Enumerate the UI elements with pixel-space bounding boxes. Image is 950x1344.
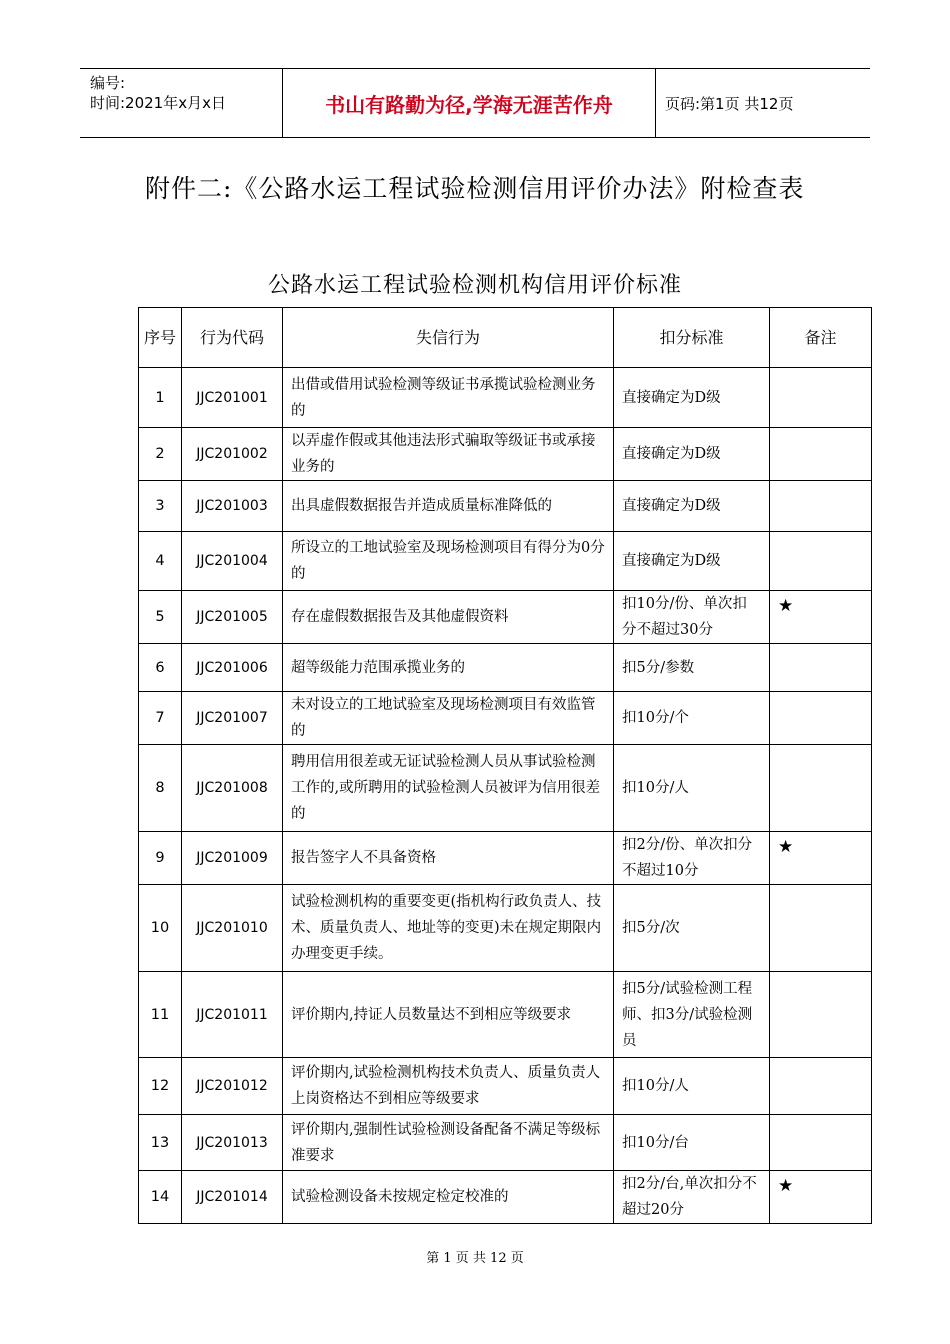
row-index: 5: [139, 591, 182, 644]
column-header-behavior: 失信行为: [283, 308, 614, 368]
row-index: 9: [139, 832, 182, 885]
behavior-text: 评价期内,试验检测机构技术负责人、质量负责人上岗资格达不到相应等级要求: [283, 1058, 614, 1115]
behavior-text: 出借或借用试验检测等级证书承揽试验检测业务的: [283, 368, 614, 428]
row-index: 7: [139, 692, 182, 745]
note-cell: [770, 428, 872, 481]
behavior-text: 评价期内,持证人员数量达不到相应等级要求: [283, 972, 614, 1058]
header-page-info: 页码:第1页 共12页: [665, 94, 794, 113]
column-header-penalty: 扣分标准: [614, 308, 770, 368]
row-index: 14: [139, 1171, 182, 1224]
behavior-code: JJC201001: [182, 368, 283, 428]
header-motto: 书山有路勤为径,学海无涯苦作舟: [325, 92, 613, 117]
note-cell: [770, 972, 872, 1058]
table-row: [139, 532, 872, 591]
note-cell: [770, 368, 872, 428]
behavior-text: 评价期内,强制性试验检测设备配备不满足等级标准要求: [283, 1115, 614, 1171]
behavior-text: 报告签字人不具备资格: [283, 832, 614, 885]
row-index: 4: [139, 532, 182, 591]
note-cell: [770, 745, 872, 832]
header-divider: [655, 69, 656, 137]
note-cell: [770, 885, 872, 972]
penalty-standard: 扣5分/参数: [614, 644, 770, 692]
penalty-standard: 扣10分/人: [614, 1058, 770, 1115]
note-cell: [770, 1058, 872, 1115]
row-index: 6: [139, 644, 182, 692]
page-footer: 第 1 页 共 12 页: [426, 1251, 524, 1266]
column-header-note: 备注: [770, 308, 872, 368]
table-row: [139, 745, 872, 832]
penalty-standard: 扣5分/次: [614, 885, 770, 972]
table-row: [139, 368, 872, 428]
row-index: 13: [139, 1115, 182, 1171]
penalty-standard: 扣2分/份、单次扣分不超过10分: [614, 832, 770, 885]
penalty-standard: 扣5分/试验检测工程师、扣3分/试验检测员: [614, 972, 770, 1058]
behavior-code: JJC201011: [182, 972, 283, 1058]
behavior-text: 未对设立的工地试验室及现场检测项目有效监管的: [283, 692, 614, 745]
behavior-text: 试验检测设备未按规定检定校准的: [283, 1171, 614, 1224]
behavior-code: JJC201004: [182, 532, 283, 591]
penalty-standard: 直接确定为D级: [614, 428, 770, 481]
penalty-standard: 扣10分/份、单次扣分不超过30分: [614, 591, 770, 644]
penalty-standard: 扣10分/台: [614, 1115, 770, 1171]
behavior-text: 聘用信用很差或无证试验检测人员从事试验检测工作的,或所聘用的试验检测人员被评为信用很差的: [283, 745, 614, 832]
row-index: 8: [139, 745, 182, 832]
note-cell: [770, 532, 872, 591]
row-index: 12: [139, 1058, 182, 1115]
row-index: 2: [139, 428, 182, 481]
table-title: 公路水运工程试验检测机构信用评价标准: [267, 273, 682, 298]
note-cell: [770, 481, 872, 532]
table-header-row: [139, 308, 872, 368]
penalty-standard: 扣2分/台,单次扣分不超过20分: [614, 1171, 770, 1224]
credit-standard-table: [138, 307, 872, 1224]
table-row: [139, 1171, 872, 1224]
behavior-code: JJC201010: [182, 885, 283, 972]
penalty-standard: 直接确定为D级: [614, 368, 770, 428]
page-header: [80, 68, 870, 138]
behavior-text: 所设立的工地试验室及现场检测项目有得分为0分的: [283, 532, 614, 591]
note-cell: [770, 692, 872, 745]
note-cell: [770, 644, 872, 692]
behavior-code: JJC201009: [182, 832, 283, 885]
behavior-code: JJC201007: [182, 692, 283, 745]
behavior-code: JJC201013: [182, 1115, 283, 1171]
number-label: 编号:: [90, 74, 126, 92]
table-row: [139, 428, 872, 481]
behavior-code: JJC201012: [182, 1058, 283, 1115]
penalty-standard: 直接确定为D级: [614, 532, 770, 591]
behavior-code: JJC201014: [182, 1171, 283, 1224]
table-row: [139, 644, 872, 692]
table-row: [139, 1058, 872, 1115]
behavior-text: 试验检测机构的重要变更(指机构行政负责人、技术、质量负责人、地址等的变更)未在规定期限内办理变更手续。: [283, 885, 614, 972]
row-index: 11: [139, 972, 182, 1058]
table-row: [139, 591, 872, 644]
table-row: [139, 692, 872, 745]
note-cell: ★: [770, 591, 872, 644]
behavior-code: JJC201005: [182, 591, 283, 644]
row-index: 1: [139, 368, 182, 428]
behavior-code: JJC201003: [182, 481, 283, 532]
time-label: 时间:2021年x月x日: [90, 94, 226, 112]
table-row: [139, 481, 872, 532]
column-header-index: 序号: [139, 308, 182, 368]
penalty-standard: 直接确定为D级: [614, 481, 770, 532]
behavior-text: 超等级能力范围承揽业务的: [283, 644, 614, 692]
table-row: [139, 972, 872, 1058]
note-cell: ★: [770, 832, 872, 885]
behavior-code: JJC201002: [182, 428, 283, 481]
header-meta: [90, 73, 280, 113]
table-row: [139, 1115, 872, 1171]
behavior-text: 出具虚假数据报告并造成质量标准降低的: [283, 481, 614, 532]
table-row: [139, 832, 872, 885]
attachment-title: 附件二:《公路水运工程试验检测信用评价办法》附检查表: [145, 174, 805, 203]
penalty-standard: 扣10分/个: [614, 692, 770, 745]
row-index: 3: [139, 481, 182, 532]
column-header-code: 行为代码: [182, 308, 283, 368]
behavior-text: 以弄虚作假或其他违法形式骗取等级证书或承接业务的: [283, 428, 614, 481]
behavior-code: JJC201008: [182, 745, 283, 832]
behavior-code: JJC201006: [182, 644, 283, 692]
row-index: 10: [139, 885, 182, 972]
note-cell: ★: [770, 1171, 872, 1224]
behavior-text: 存在虚假数据报告及其他虚假资料: [283, 591, 614, 644]
note-cell: [770, 1115, 872, 1171]
table-row: [139, 885, 872, 972]
penalty-standard: 扣10分/人: [614, 745, 770, 832]
